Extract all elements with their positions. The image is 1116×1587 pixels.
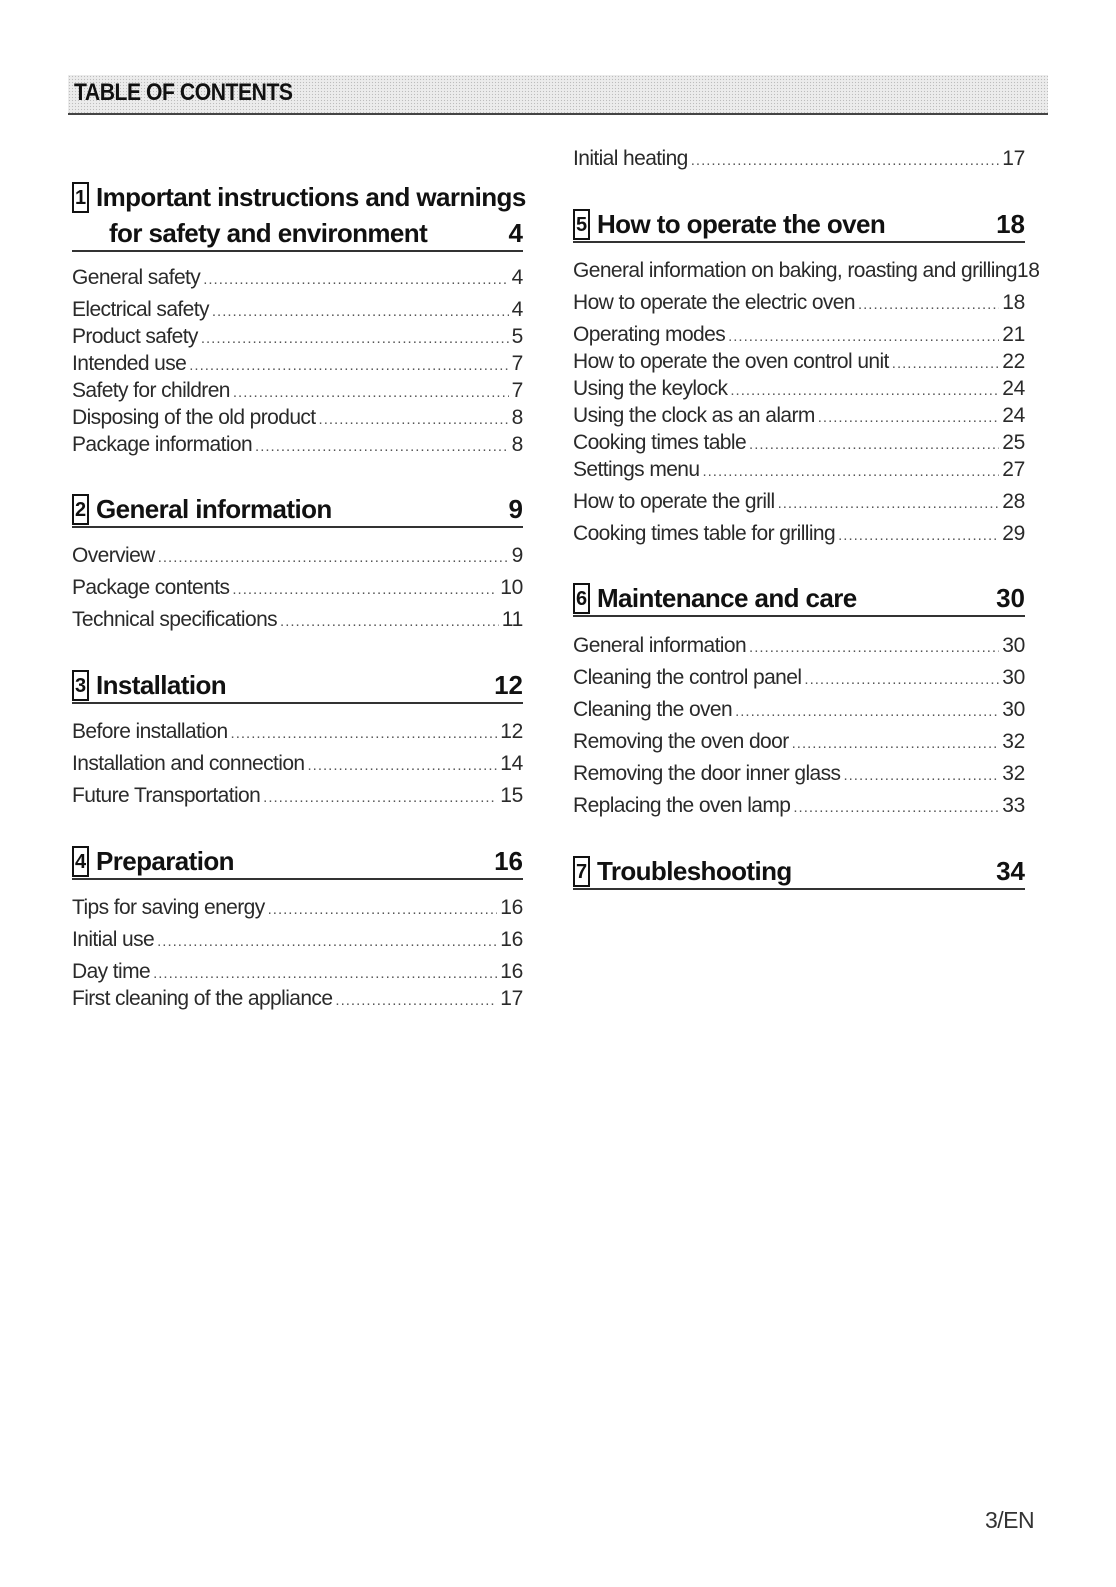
entry-label: Cooking times table for grilling (573, 522, 836, 545)
section-title-continued: for safety and environment (109, 218, 428, 248)
toc-entry[interactable] (72, 352, 523, 378)
toc-entry[interactable] (72, 987, 523, 1013)
entry-page: 16 (500, 928, 523, 951)
entry-label: Intended use (72, 352, 187, 375)
page-number: 3/EN (985, 1507, 1035, 1533)
entry-page: 11 (501, 608, 523, 631)
dot-leader (792, 735, 1000, 752)
dot-leader (153, 965, 497, 982)
toc-entry[interactable] (573, 762, 1025, 788)
section-page: 34 (996, 856, 1025, 886)
entry-page: 4 (511, 266, 523, 289)
entry-page: 16 (500, 960, 523, 983)
toc-entry[interactable] (573, 404, 1025, 430)
section-title: Troubleshooting (597, 856, 792, 886)
dot-leader (749, 639, 999, 656)
dot-leader (804, 671, 999, 688)
entry-label: Tips for saving energy (72, 896, 265, 919)
toc-entry[interactable] (72, 433, 523, 459)
entry-label: Operating modes (573, 323, 726, 346)
section-page: 18 (996, 209, 1025, 239)
entry-page: 24 (1002, 404, 1025, 427)
entry-page: 22 (1002, 350, 1025, 373)
entry-page: 8 (511, 406, 523, 429)
dot-leader (189, 357, 508, 374)
section-4-heading[interactable] (72, 842, 523, 880)
entry-label: Electrical safety (72, 298, 209, 321)
entry-label: How to operate the electric oven (573, 291, 855, 314)
toc-entry[interactable] (573, 522, 1025, 548)
dot-leader (838, 527, 999, 544)
section-page: 4 (508, 218, 523, 248)
entry-label: General safety (72, 266, 201, 289)
entry-label: Package contents (72, 576, 230, 599)
entry-page: 14 (500, 752, 523, 775)
entry-page: 24 (1002, 377, 1025, 400)
entry-label: Disposing of the old product (72, 406, 316, 429)
section-6-heading[interactable] (573, 579, 1025, 617)
entry-page: 21 (1002, 323, 1025, 346)
entry-label: General information (573, 634, 747, 657)
section-title: How to operate the oven (597, 209, 886, 239)
entry-label: Settings menu (573, 458, 700, 481)
toc-entry[interactable] (72, 896, 523, 922)
dot-leader (231, 725, 498, 742)
toc-entry[interactable] (573, 147, 1025, 173)
toc-entry[interactable] (573, 458, 1025, 484)
entry-page: 18 (1016, 259, 1040, 282)
section-number-badge: 6 (573, 583, 590, 614)
entry-label: Cleaning the control panel (573, 666, 802, 689)
dot-leader (280, 613, 499, 630)
section-page: 12 (494, 670, 523, 700)
toc-header-bar (68, 75, 1048, 115)
entry-page: 9 (511, 544, 523, 567)
dot-leader (263, 789, 497, 806)
entry-page: 8 (511, 433, 523, 456)
section-title: General information (96, 494, 332, 524)
section-number-badge: 2 (72, 494, 89, 525)
toc-entry[interactable] (72, 576, 523, 602)
entry-page: 32 (1002, 730, 1025, 753)
dot-leader (728, 328, 999, 345)
dot-leader (201, 330, 509, 347)
toc-entry[interactable] (72, 784, 523, 810)
section-3-heading[interactable] (72, 666, 523, 704)
entry-label: Initial use (72, 928, 155, 951)
toc-entry[interactable] (573, 259, 1040, 285)
dot-leader (778, 495, 1000, 512)
entry-page: 29 (1002, 522, 1025, 545)
toc-entry[interactable] (72, 325, 523, 351)
entry-page: 30 (1002, 634, 1025, 657)
entry-page: 18 (1002, 291, 1025, 314)
entry-page: 25 (1002, 431, 1025, 454)
toc-entry[interactable] (72, 960, 523, 986)
entry-page: 32 (1002, 762, 1025, 785)
section-title: Maintenance and care (597, 583, 857, 613)
section-title: Important instructions and warnings (96, 182, 526, 212)
toc-entry[interactable] (72, 298, 523, 324)
dot-leader (858, 296, 999, 313)
toc-entry[interactable] (573, 431, 1025, 457)
toc-entry[interactable] (72, 406, 523, 432)
toc-entry[interactable] (72, 379, 523, 405)
section-number-badge: 5 (573, 209, 590, 240)
section-1-heading[interactable] (72, 178, 526, 252)
section-page: 9 (508, 494, 523, 524)
dot-leader (730, 382, 999, 399)
entry-page: 27 (1002, 458, 1025, 481)
entry-label: Day time (72, 960, 151, 983)
entry-label: Overview (72, 544, 155, 567)
toc-entry[interactable] (573, 794, 1025, 820)
dot-leader (319, 411, 509, 428)
dot-leader (691, 152, 999, 169)
dot-leader (335, 992, 497, 1009)
entry-page: 28 (1002, 490, 1025, 513)
entry-label: Replacing the oven lamp (573, 794, 791, 817)
dot-leader (212, 303, 509, 320)
toc-entry[interactable] (573, 490, 1025, 516)
entry-page: 16 (500, 896, 523, 919)
section-title: Preparation (96, 846, 234, 876)
entry-page: 30 (1002, 698, 1025, 721)
section-page: 30 (996, 583, 1025, 613)
dot-leader (702, 463, 999, 480)
entry-page: 7 (511, 379, 523, 402)
toc-entry[interactable] (573, 666, 1025, 692)
dot-leader (818, 409, 999, 426)
entry-page: 17 (500, 987, 523, 1010)
toc-title: TABLE OF CONTENTS (74, 79, 293, 106)
toc-entry[interactable] (573, 291, 1025, 317)
dot-leader (232, 581, 497, 598)
entry-label: First cleaning of the appliance (72, 987, 333, 1010)
section-page: 16 (494, 846, 523, 876)
toc-entry[interactable] (573, 350, 1025, 376)
entry-page: 10 (500, 576, 523, 599)
section-number-badge: 1 (72, 182, 89, 213)
entry-label: Cleaning the oven (573, 698, 733, 721)
dot-leader (793, 799, 999, 816)
toc-entry[interactable] (72, 720, 523, 746)
dot-leader (158, 549, 509, 566)
entry-label: Technical specifications (72, 608, 278, 631)
toc-entry[interactable] (573, 634, 1025, 660)
toc-entry[interactable] (573, 323, 1025, 349)
toc-entry[interactable] (72, 544, 523, 570)
entry-label: Package information (72, 433, 253, 456)
entry-page: 15 (500, 784, 523, 807)
toc-entry[interactable] (72, 928, 523, 954)
entry-page: 30 (1002, 666, 1025, 689)
entry-label: Product safety (72, 325, 198, 348)
entry-label: How to operate the grill (573, 490, 775, 513)
entry-page: 7 (511, 352, 523, 375)
dot-leader (233, 384, 509, 401)
dot-leader (307, 757, 497, 774)
dot-leader (268, 901, 498, 918)
toc-entry[interactable] (72, 752, 523, 778)
entry-label: General information on baking, roasting and grilling (573, 259, 1017, 282)
entry-page: 12 (500, 720, 523, 743)
entry-label: Using the keylock (573, 377, 728, 400)
section-number-badge: 7 (573, 856, 590, 887)
dot-leader (203, 271, 508, 288)
section-number-badge: 3 (72, 670, 89, 701)
entry-page: 4 (511, 298, 523, 321)
entry-label: Removing the door inner glass (573, 762, 841, 785)
entry-label: Cooking times table (573, 431, 747, 454)
toc-entry[interactable] (72, 266, 523, 292)
entry-label: Using the clock as an alarm (573, 404, 815, 427)
entry-page: 33 (1002, 794, 1025, 817)
section-7-heading[interactable] (573, 852, 1025, 890)
toc-entry[interactable] (72, 608, 523, 634)
entry-label: Future Transportation (72, 784, 261, 807)
section-2-heading[interactable] (72, 490, 523, 528)
section-number-badge: 4 (72, 846, 89, 877)
section-title: Installation (96, 670, 227, 700)
dot-leader (843, 767, 999, 784)
toc-entry[interactable] (573, 698, 1025, 724)
entry-page: 5 (511, 325, 523, 348)
entry-label: Initial heating (573, 147, 688, 170)
entry-label: Installation and connection (72, 752, 305, 775)
dot-leader (255, 438, 509, 455)
entry-page: 17 (1002, 147, 1025, 170)
section-5-heading[interactable] (573, 205, 1025, 243)
toc-entry[interactable] (573, 377, 1025, 403)
dot-leader (157, 933, 497, 950)
entry-label: Removing the oven door (573, 730, 789, 753)
toc-entry[interactable] (573, 730, 1025, 756)
dot-leader (892, 355, 999, 372)
entry-label: Before installation (72, 720, 228, 743)
entry-label: How to operate the oven control unit (573, 350, 889, 373)
dot-leader (749, 436, 999, 453)
dot-leader (735, 703, 999, 720)
entry-label: Safety for children (72, 379, 230, 402)
